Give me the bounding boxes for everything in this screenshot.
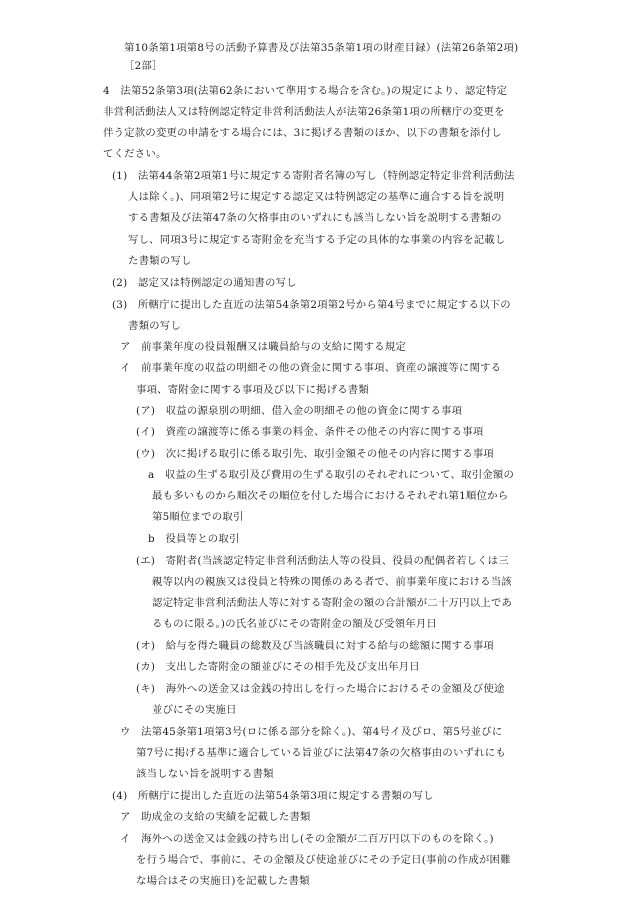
text-line: する書類及び法第47条の欠格事由のいずれにも該当しない旨を説明する書類の bbox=[128, 212, 502, 224]
text-line: イ 前事業年度の収益の明細その他の資金に関する事項、資産の譲渡等に関する bbox=[120, 362, 502, 374]
text-line: 非営利活動法人又は特例認定特定非営利活動法人が法第26条第1項の所轄庁の変更を bbox=[103, 106, 505, 118]
text-line: ウ 法第45条第1項第3号(ロに係る部分を除く。)、第4号イ及びロ、第5号並びに bbox=[120, 726, 503, 738]
text-line: てください。 bbox=[103, 148, 167, 160]
text-line: 第7号に掲げる基準に適合している旨並びに法第47条の欠格事由のいずれにも bbox=[136, 747, 506, 759]
text-line: 最も多いものから順次その順位を付した場合におけるそれぞれ第1順位から bbox=[152, 490, 509, 502]
text-line: b 役員等との取引 bbox=[148, 533, 240, 545]
text-line: (オ) 給与を得た職員の総数及び当該職員に対する給与の総額に関する事項 bbox=[136, 640, 494, 652]
text-line: (ウ) 次に掲げる取引に係る取引先、取引金額その他その内容に関する事項 bbox=[136, 448, 494, 460]
text-line: (カ) 支出した寄附金の額並びにその相手先及び支出年月日 bbox=[136, 661, 420, 673]
text-line: (2) 認定又は特例認定の通知書の写し bbox=[112, 277, 297, 289]
text-line: (エ) 寄附者(当該認定特定非営利活動法人等の役員、役員の配偶者若しくは三 bbox=[136, 555, 509, 567]
text-line: (4) 所轄庁に提出した直近の法第54条第3項に規定する書類の写し bbox=[112, 790, 434, 802]
text-line: イ 海外への送金又は金銭の持ち出し(その金額が二百万円以下のものを除く。) bbox=[120, 833, 494, 845]
text-line: 第10条第1項第8号の活動予算書及び法第35条第1項の財産目録）(法第26条第2項) bbox=[124, 42, 519, 54]
text-line: ［2部］ bbox=[124, 60, 163, 72]
text-line: a 収益の生ずる取引及び費用の生ずる取引のそれぞれについて、取引金額の bbox=[148, 469, 515, 481]
text-line: 第5順位までの取引 bbox=[152, 511, 244, 523]
text-line: ア 前事業年度の役員報酬又は職員給与の支給に関する規定 bbox=[120, 341, 406, 353]
text-line: を行う場合で、事前に、その金額及び使途並びにその予定日(事前の作成が困難 bbox=[136, 854, 511, 866]
text-line: (ア) 収益の源泉別の明細、借入金の明細その他の資金に関する事項 bbox=[136, 405, 463, 417]
text-line: (イ) 資産の譲渡等に係る事業の料金、条件その他その内容に関する事項 bbox=[136, 426, 484, 438]
text-line: 並びにその実施日 bbox=[152, 704, 237, 716]
text-line: 書類の写し bbox=[128, 320, 181, 332]
text-line: 事項、寄附金に関する事項及び以下に掲げる書類 bbox=[136, 384, 369, 396]
text-line: 4 法第52条第3項(法第62条において準用する場合を含む。)の規定により、認定特定 bbox=[103, 85, 508, 97]
text-line: ア 助成金の支給の実績を記載した書類 bbox=[120, 811, 311, 823]
text-line: (1) 法第44条第2項第1号に規定する寄附者名簿の写し（特例認定特定非営利活動法 bbox=[112, 170, 515, 182]
text-line: な場合はその実施日)を記載した書類 bbox=[136, 875, 310, 887]
text-line: 認定特定非営利活動法人等に対する寄附金の額の合計額が二十万円以上であ bbox=[152, 597, 513, 609]
text-line: るものに限る。)の氏名並びにその寄附金の額及び受領年月日 bbox=[152, 618, 437, 630]
text-line: 伴う定款の変更の申請をする場合には、3に掲げる書類のほか、以下の書類を添付し bbox=[103, 127, 502, 139]
text-line: た書類の写し bbox=[128, 255, 192, 267]
text-line: 該当しない旨を説明する書類 bbox=[136, 768, 274, 780]
text-line: 写し、同項3号に規定する寄附金を充当する予定の具体的な事業の内容を記載し bbox=[128, 234, 506, 246]
text-line: 親等以内の親族又は役員と特殊の関係のある者で、前事業年度における当該 bbox=[152, 576, 512, 588]
text-line: (キ) 海外への送金又は金銭の持出しを行った場合におけるその金額及び使途 bbox=[136, 683, 505, 695]
text-line: 人は除く。)、同項第2号に規定する認定又は特例認定の基準に適合する旨を説明 bbox=[128, 191, 505, 203]
text-line: (3) 所轄庁に提出した直近の法第54条第2項第2号から第4号までに規定する以下の bbox=[112, 299, 511, 311]
